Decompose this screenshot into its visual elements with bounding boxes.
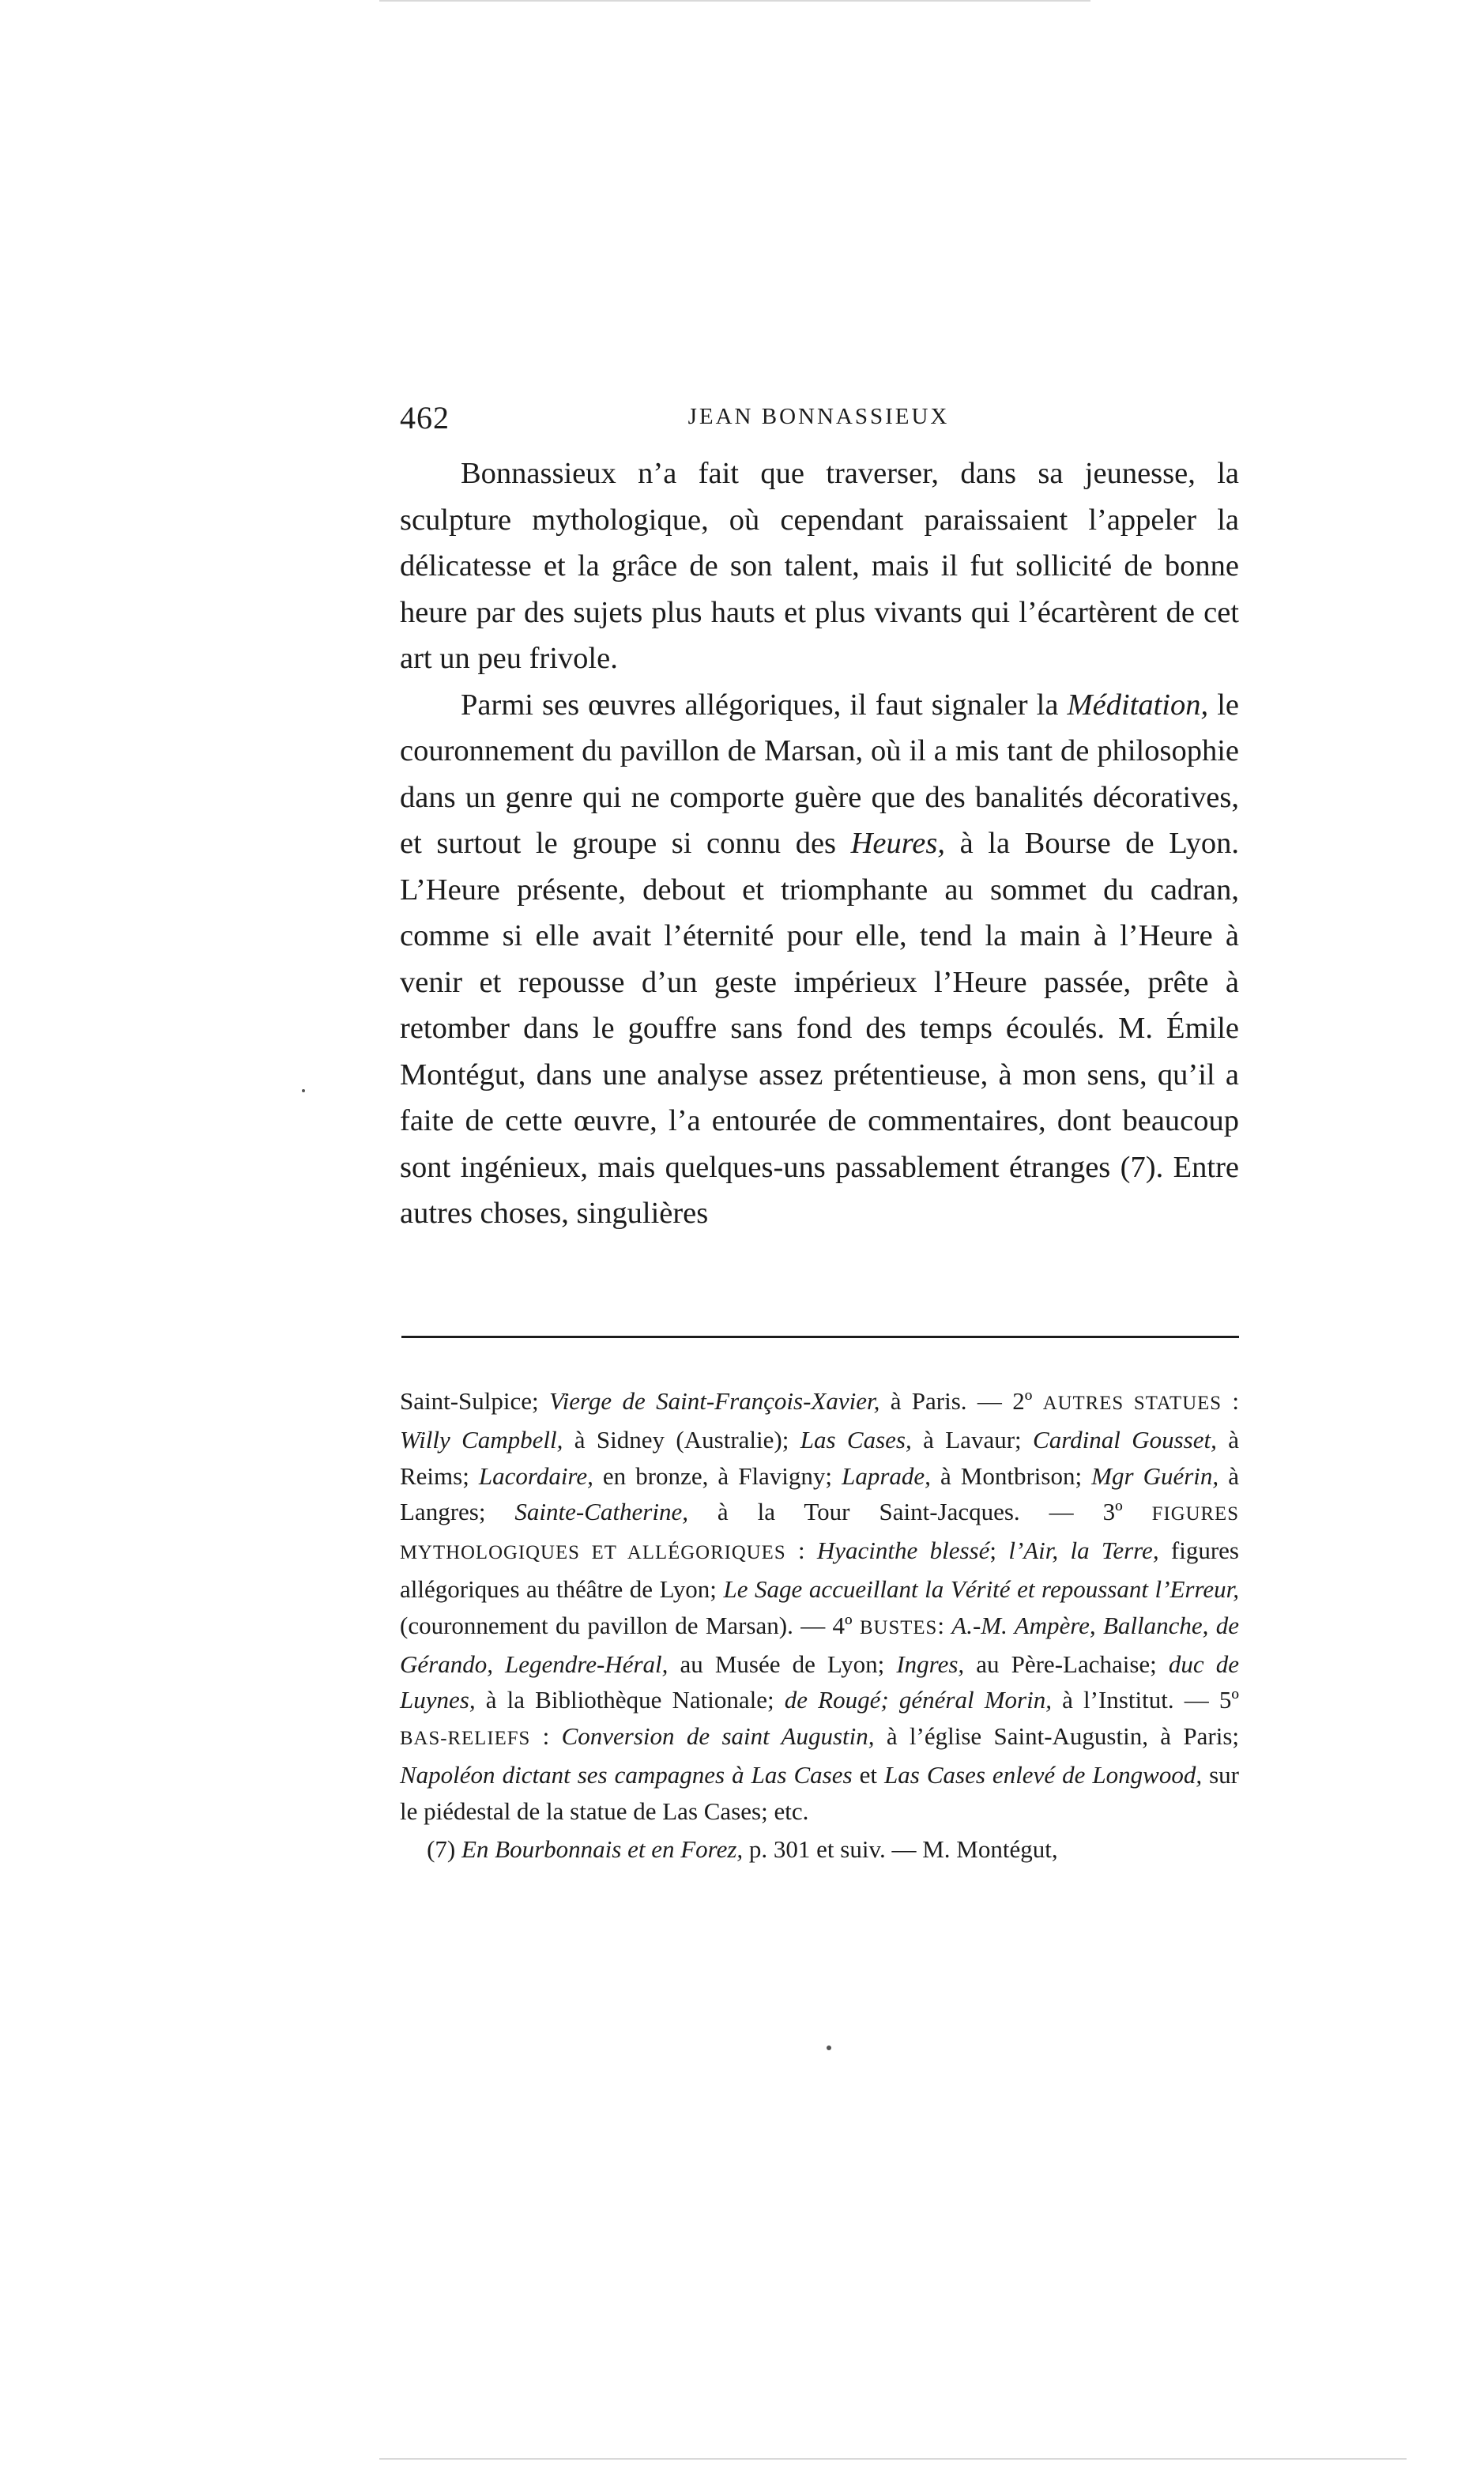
footnote-text-run: :	[530, 1722, 562, 1751]
footnote-italic-run: A.-M. Ampère, Ballanche, de Gérando, Legendre-Héral,	[400, 1611, 1239, 1678]
footnote-italic-run: Lacordaire,	[478, 1461, 593, 1490]
scan-edge-top	[379, 0, 1090, 2]
footnote-italic-run: Las Cases enlevé de Longwood,	[884, 1760, 1203, 1789]
footnote-italic-run: Hyacinthe blessé	[816, 1536, 990, 1565]
footnote-text-run: Saint-Sulpice;	[400, 1387, 549, 1415]
footnote-italic-run: Napoléon dictant ses campagnes à Las Cases	[400, 1760, 853, 1789]
body-text	[400, 451, 1239, 1237]
footnote-italic-run: Las Cases,	[800, 1425, 912, 1454]
footnote-separator	[401, 1336, 1239, 1338]
footnote-italic-run: l’Air, la Terre,	[1008, 1536, 1159, 1565]
footnote-text-run: en bronze, à Flavigny;	[593, 1461, 842, 1490]
footnote-text-run: à Langres;	[400, 1461, 1240, 1526]
footnote-7	[400, 1831, 1239, 1868]
footnote-italic-run: Laprade,	[842, 1461, 931, 1490]
footnote-text-run: (couronnement du pavillon de Marsan). — 4º	[400, 1611, 860, 1639]
paragraph-1: Bonnassieux n’a fait que traverser, dans sa jeunesse, la sculpture mythologique, où cependant paraissaient l’appeler la délicatesse et la grâce de son talent, mais il fut sollicité de bonne heure par des sujets plus hauts et plus vivants qui l’écartèrent de cet art un peu frivole.	[400, 457, 1239, 675]
footnote-italic-run: Conversion de saint Augustin,	[561, 1722, 875, 1751]
footnote-text-run: à la Tour Saint-Jacques. — 3º	[687, 1498, 1152, 1526]
footnote-smallcaps-run: AUTRES STATUES	[1042, 1393, 1222, 1414]
footnote-italic-run: Willy Campbell,	[400, 1425, 563, 1454]
footnote-text-run: ;	[989, 1536, 1009, 1565]
footnote-text-run: :	[937, 1611, 952, 1639]
page-header	[400, 399, 1237, 439]
footnote-text-run: au Père-Lachaise;	[964, 1650, 1169, 1678]
footnote-text-run: sur le piédestal de la statue de Las Cases; etc.	[400, 1760, 1239, 1825]
footnote-italic-run: de Rougé; général Morin,	[784, 1686, 1052, 1714]
footnote-text-run: à Sidney (Australie);	[563, 1425, 800, 1454]
footnote-text-run: :	[785, 1536, 817, 1565]
footnote-text-run: au Musée de Lyon;	[668, 1650, 897, 1678]
footnote-italic-run: Ingres,	[896, 1650, 965, 1678]
footnote-text-run: et	[852, 1760, 884, 1789]
footnote-text-run: à la Bibliothèque Nationale;	[475, 1686, 785, 1714]
footnote-smallcaps-run: BAS-RELIEFS	[400, 1728, 531, 1750]
footnote-italic-run: Mgr Guérin,	[1091, 1461, 1219, 1490]
scan-edge-bottom	[379, 2458, 1407, 2460]
ink-speck	[827, 2046, 831, 2050]
footnote-text-run: :	[1222, 1387, 1239, 1415]
title-heures: Heures,	[850, 827, 946, 860]
footnote-text-run: à l’église Saint-Augustin, à Paris;	[874, 1722, 1239, 1751]
footnote-text-run: à Reims;	[400, 1425, 1240, 1490]
footnote-italic-run: Sainte-Catherine,	[514, 1498, 688, 1526]
footnote-italic-run: En Bourbonnais et en Forez,	[461, 1834, 744, 1863]
paragraph-2	[400, 682, 1239, 1237]
paragraph-2-text: Parmi ses œuvres allégoriques, il faut signaler la	[461, 688, 1068, 722]
footnote-text-run: à Lavaur;	[911, 1425, 1034, 1454]
footnote-text-run: figures allégoriques au théâtre de Lyon;	[400, 1536, 1239, 1603]
footnote-text-run: p. 301 et suiv. — M. Montégut,	[743, 1834, 1058, 1863]
footnote-text-run: à l’Institut. — 5º	[1051, 1686, 1239, 1714]
footnote-italic-run: Cardinal Gousset,	[1033, 1425, 1217, 1454]
page-number: 462	[400, 400, 450, 435]
footnote-text-run: à Paris. — 2º	[879, 1387, 1043, 1415]
footnote-text-run: (7)	[427, 1834, 461, 1863]
paragraph-2-text: le couronnement du pavillon de Marsan, où il a mis tant de philosophie dans un genre qui ne comporte guère que des banalités décoratives, et surtout le groupe si connu des	[400, 688, 1239, 860]
footnote-italic-run: Le Sage accueillant la Vérité et repoussant l’Erreur,	[723, 1574, 1240, 1603]
footnote-italic-run: duc de Luynes,	[400, 1650, 1239, 1714]
footnote-smallcaps-run: BUSTES	[860, 1616, 938, 1638]
footnotes	[400, 1383, 1239, 1867]
footnote-text-run: à Montbrison;	[930, 1461, 1092, 1490]
footnote-smallcaps-run: FIGURES MYTHOLOGIQUES ET ALLÉGORIQUES	[400, 1503, 1239, 1564]
running-head: JEAN BONNASSIEUX	[687, 404, 950, 429]
ink-speck	[302, 1089, 305, 1092]
footnote-continuation	[400, 1383, 1239, 1830]
title-meditation: Méditation,	[1067, 688, 1209, 722]
paragraph-2-text: à la Bourse de Lyon. L’Heure présente, debout et triomphante au sommet du cadran, comme si elle avait l’éternité pour elle, tend la main à l’Heure à venir et repousse d’un geste impérieux l’Heure passée, prête à retomber dans le gouffre sans fond des temps écoulés. M. Émile Montégut, dans une analyse assez prétentieuse, à mon sens, qu’il a faite de cette œuvre, l’a entourée de commentaires, dont beaucoup sont ingénieux, mais quelques-uns passablement étranges (7). Entre autres choses, singulières	[400, 827, 1239, 1230]
footnote-italic-run: Vierge de Saint-François-Xavier,	[549, 1387, 880, 1415]
